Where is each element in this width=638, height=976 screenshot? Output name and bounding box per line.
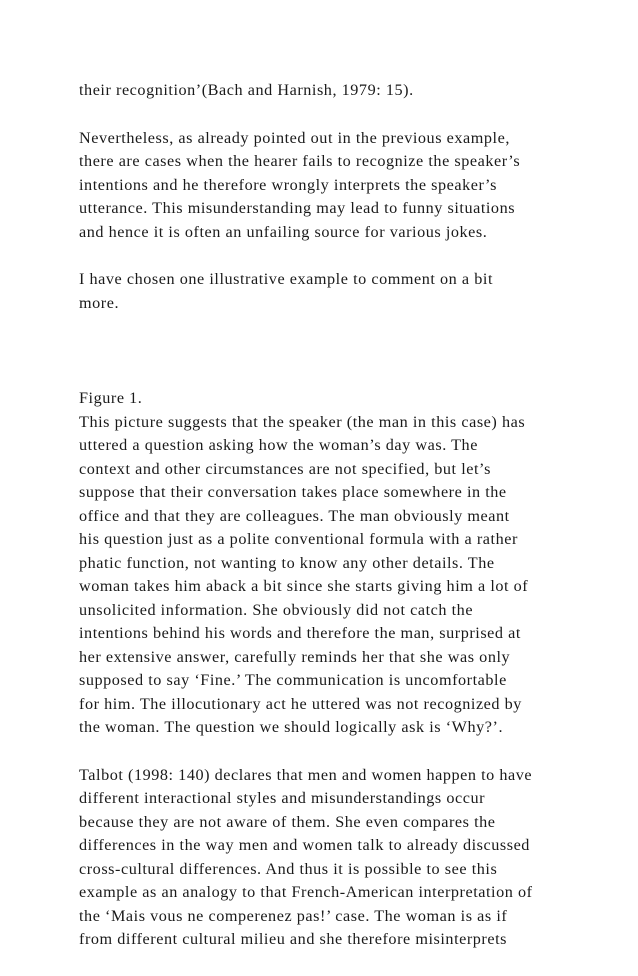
text-line: the ‘Mais vous ne comperenez pas!’ case. The woman is as if <box>79 906 508 925</box>
text-line: This picture suggests that the speaker (the man in this case) has <box>79 412 526 431</box>
paragraph <box>79 268 569 315</box>
text-line: their recognition’(Bach and Harnish, 1979: 15). <box>79 81 414 99</box>
paragraph <box>79 79 569 103</box>
text-line: and hence it is often an unfailing source for various jokes. <box>79 222 488 241</box>
text-line: uttered a question asking how the woman’s day was. The <box>79 436 478 454</box>
text-line: because they are not aware of them. She even compares the <box>79 812 496 831</box>
text-line: intentions and he therefore wrongly interprets the speaker’s <box>79 175 497 194</box>
figure-placeholder-gap <box>79 339 569 387</box>
text-line: office and that they are colleagues. The man obviously meant <box>79 506 510 525</box>
text-line: the woman. The question we should logically ask is ‘Why?’. <box>79 718 504 736</box>
paragraph <box>79 127 569 245</box>
text-line: supposed to say ‘Fine.’ The communication is uncomfortable <box>79 671 507 689</box>
text-line: for him. The illocutionary act he uttered was not recognized by <box>79 694 522 713</box>
text-line: example as an analogy to that French-American interpretation of <box>79 883 533 901</box>
paragraph <box>79 764 569 952</box>
text-line: intentions behind his words and therefore the man, surprised at <box>79 624 521 642</box>
text-line: woman takes him aback a bit since she starts giving him a lot of <box>79 577 529 595</box>
text-line: Nevertheless, as already pointed out in the previous example, <box>79 128 510 147</box>
figure-caption: Figure 1. <box>79 389 143 407</box>
text-line: context and other circumstances are not specified, but let’s <box>79 459 491 478</box>
text-line: cross-cultural differences. And thus it is possible to see this <box>79 859 498 878</box>
text-line: utterance. This misunderstanding may lead to funny situations <box>79 199 516 217</box>
text-line: suppose that their conversation takes place somewhere in the <box>79 483 507 501</box>
text-line: differences in the way men and women talk to already discussed <box>79 836 530 854</box>
text-line: Talbot (1998: 140) declares that men and women happen to have <box>79 765 533 784</box>
text-line: more. <box>79 293 120 312</box>
text-line: his question just as a polite conventional formula with a rather <box>79 530 518 548</box>
text-line: different interactional styles and misunderstandings occur <box>79 789 486 807</box>
text-line: there are cases when the hearer fails to recognize the speaker’s <box>79 152 521 170</box>
text-line: unsolicited information. She obviously did not catch the <box>79 600 474 619</box>
text-line: phatic function, not wanting to know any other details. The <box>79 553 495 572</box>
text-line: her extensive answer, carefully reminds her that she was only <box>79 647 511 666</box>
figure-caption-paragraph <box>79 387 569 740</box>
document-body <box>79 79 569 976</box>
text-line: from different cultural milieu and she therefore misinterprets <box>79 930 508 948</box>
text-line: I have chosen one illustrative example to comment on a bit <box>79 270 493 288</box>
